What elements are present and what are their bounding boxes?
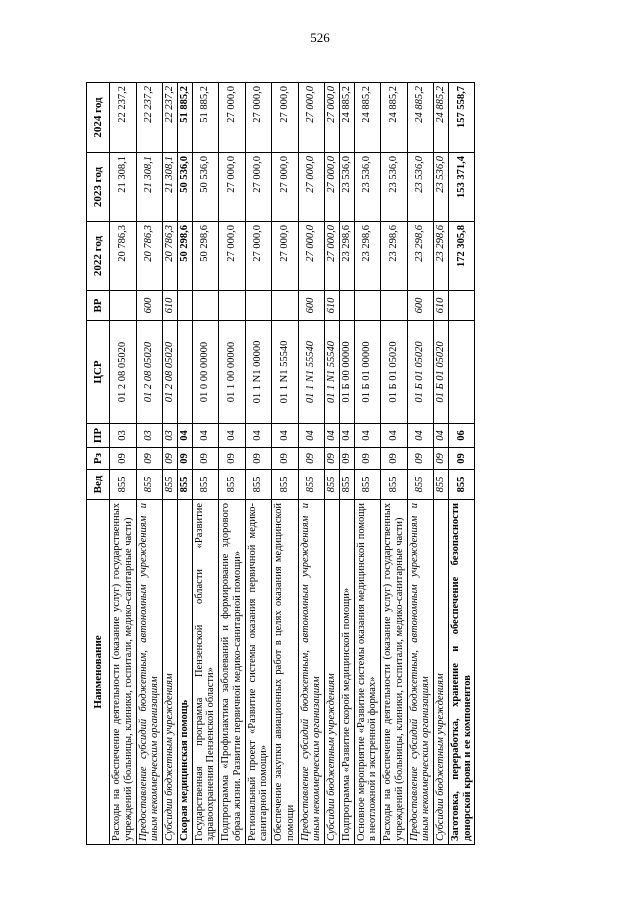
table-row <box>136 83 163 845</box>
cell-pr: 04 <box>381 424 408 448</box>
header-row <box>87 83 110 845</box>
table-row <box>354 83 381 845</box>
cell-2023: 21 308,1 <box>110 153 137 222</box>
cell-2024: 51 885,2 <box>192 83 219 153</box>
table-row <box>298 83 325 845</box>
cell-vr <box>219 291 246 321</box>
cell-vr: 600 <box>298 291 325 321</box>
cell-2023: 27 000,0 <box>272 153 299 222</box>
col-header-2023: 2023 год <box>87 153 110 222</box>
cell-name: Подпрограмма «Профилактика заболеваний и формирование здорового образа жизни. Развитие первичной медико-санитарной помощи» <box>219 500 246 845</box>
cell-pr: 04 <box>245 424 272 448</box>
cell-2022: 23 298,6 <box>407 222 434 291</box>
cell-csr: 01 1 N1 00000 <box>245 321 272 424</box>
cell-vr <box>245 291 272 321</box>
cell-csr: 01 1 00 00000 <box>219 321 246 424</box>
cell-2023: 50 536,0 <box>192 153 219 222</box>
cell-vr <box>272 291 299 321</box>
cell-name: Предоставление субсидий бюджетным, автономным учреждениям и иным некоммерческим организациям <box>136 500 163 845</box>
cell-csr: 01 1 N1 55540 <box>272 321 299 424</box>
cell-pr: 04 <box>219 424 246 448</box>
cell-2022: 23 298,6 <box>339 222 354 291</box>
cell-vr <box>448 291 475 321</box>
cell-2022: 27 000,0 <box>298 222 325 291</box>
page-number: 526 <box>310 30 330 45</box>
cell-2022: 172 305,8 <box>448 222 475 291</box>
cell-rz: 09 <box>192 448 219 470</box>
cell-2022: 50 298,6 <box>177 222 192 291</box>
cell-csr: 01 Б 01 00000 <box>354 321 381 424</box>
cell-pr: 03 <box>163 424 178 448</box>
cell-ved: 855 <box>245 470 272 500</box>
cell-csr: 01 Б 01 05020 <box>381 321 408 424</box>
table-row <box>245 83 272 845</box>
cell-rz: 09 <box>434 448 449 470</box>
cell-rz: 09 <box>245 448 272 470</box>
cell-vr: 600 <box>136 291 163 321</box>
cell-pr: 04 <box>407 424 434 448</box>
table-row <box>381 83 408 845</box>
cell-vr: 610 <box>325 291 340 321</box>
cell-2022: 23 298,6 <box>381 222 408 291</box>
cell-ved: 855 <box>448 470 475 500</box>
cell-csr: 01 2 08 05020 <box>136 321 163 424</box>
cell-ved: 855 <box>339 470 354 500</box>
cell-pr: 03 <box>110 424 137 448</box>
cell-name: Обеспечение закупки авиационных работ в целях оказания медицинской помощи <box>272 500 299 845</box>
cell-vr <box>177 291 192 321</box>
cell-ved: 855 <box>272 470 299 500</box>
cell-rz: 09 <box>381 448 408 470</box>
cell-rz: 09 <box>136 448 163 470</box>
cell-ved: 855 <box>434 470 449 500</box>
cell-name: Расходы на обеспечение деятельности (оказание услуг) государственных учреждений (больницы, клиники, госпитали, медико-санитарные части) <box>381 500 408 845</box>
cell-2022: 20 786,3 <box>136 222 163 291</box>
cell-rz: 09 <box>325 448 340 470</box>
budget-table <box>86 82 475 845</box>
cell-name: Заготовка, переработка, хранение и обеспечение безопасности донорской крови и ее компонентов <box>448 500 475 845</box>
cell-pr: 04 <box>325 424 340 448</box>
cell-name: Субсидии бюджетным учреждениям <box>434 500 449 845</box>
cell-2024: 24 885,2 <box>354 83 381 153</box>
table-row <box>434 83 449 845</box>
cell-name: Подпрограмма «Развитие скорой медицинской помощи» <box>339 500 354 845</box>
col-header-name: Наименование <box>87 500 110 845</box>
cell-vr <box>192 291 219 321</box>
cell-csr: 01 1 N1 55540 <box>298 321 325 424</box>
cell-2023: 23 536,0 <box>407 153 434 222</box>
cell-2024: 27 000,0 <box>272 83 299 153</box>
cell-csr: 01 0 00 00000 <box>192 321 219 424</box>
table-row <box>163 83 178 845</box>
cell-name: Предоставление субсидий бюджетным, автономным учреждениям и иным некоммерческим организациям <box>298 500 325 845</box>
cell-2024: 24 885,2 <box>434 83 449 153</box>
cell-rz: 09 <box>272 448 299 470</box>
cell-vr <box>339 291 354 321</box>
cell-2024: 27 000,0 <box>298 83 325 153</box>
cell-2023: 153 371,4 <box>448 153 475 222</box>
cell-ved: 855 <box>354 470 381 500</box>
cell-2022: 20 786,3 <box>110 222 137 291</box>
cell-2022: 27 000,0 <box>245 222 272 291</box>
cell-2023: 21 308,1 <box>136 153 163 222</box>
cell-2023: 27 000,0 <box>219 153 246 222</box>
cell-2022: 27 000,0 <box>272 222 299 291</box>
cell-2023: 23 536,0 <box>354 153 381 222</box>
table-body <box>110 83 475 845</box>
cell-2022: 23 298,6 <box>354 222 381 291</box>
cell-rz: 09 <box>339 448 354 470</box>
table-row <box>448 83 475 845</box>
cell-2022: 27 000,0 <box>219 222 246 291</box>
col-header-2022: 2022 год <box>87 222 110 291</box>
cell-rz: 09 <box>407 448 434 470</box>
cell-pr: 04 <box>272 424 299 448</box>
cell-2024: 22 237,2 <box>136 83 163 153</box>
cell-csr: 01 Б 01 05020 <box>434 321 449 424</box>
col-header-rz: Рз <box>87 448 110 470</box>
cell-rz: 09 <box>219 448 246 470</box>
cell-2024: 27 000,0 <box>325 83 340 153</box>
cell-vr <box>381 291 408 321</box>
cell-pr: 04 <box>192 424 219 448</box>
table-row <box>192 83 219 845</box>
cell-ved: 855 <box>381 470 408 500</box>
cell-name: Основное мероприятие «Развитие системы оказания медицинской помощи в неотложной и экстренной формах» <box>354 500 381 845</box>
col-header-csr: ЦСР <box>87 321 110 424</box>
table-row <box>407 83 434 845</box>
cell-vr: 600 <box>407 291 434 321</box>
cell-csr: 01 2 08 05020 <box>110 321 137 424</box>
cell-rz: 09 <box>177 448 192 470</box>
cell-2024: 51 885,2 <box>177 83 192 153</box>
table-row <box>325 83 340 845</box>
cell-2022: 50 298,6 <box>192 222 219 291</box>
cell-pr: 04 <box>339 424 354 448</box>
cell-ved: 855 <box>407 470 434 500</box>
cell-name: Субсидии бюджетным учреждениям <box>163 500 178 845</box>
cell-name: Расходы на обеспечение деятельности (оказание услуг) государственных учреждений (больницы, клиники, госпитали, медико-санитарные части) <box>110 500 137 845</box>
cell-csr: 01 Б 00 00000 <box>339 321 354 424</box>
cell-name: Субсидии бюджетным учреждениям <box>325 500 340 845</box>
col-header-2024: 2024 год <box>87 83 110 153</box>
cell-pr: 04 <box>298 424 325 448</box>
cell-csr: 01 1 N1 55540 <box>325 321 340 424</box>
cell-2023: 27 000,0 <box>298 153 325 222</box>
cell-2024: 22 237,2 <box>110 83 137 153</box>
cell-rz: 09 <box>448 448 475 470</box>
cell-pr: 03 <box>136 424 163 448</box>
cell-2024: 24 885,2 <box>407 83 434 153</box>
cell-ved: 855 <box>219 470 246 500</box>
cell-2022: 20 786,3 <box>163 222 178 291</box>
cell-csr <box>177 321 192 424</box>
cell-rz: 09 <box>354 448 381 470</box>
cell-name: Государственная программа Пензенской области «Развитие здравоохранения Пензенской области» <box>192 500 219 845</box>
cell-ved: 855 <box>177 470 192 500</box>
cell-ved: 855 <box>110 470 137 500</box>
cell-ved: 855 <box>192 470 219 500</box>
cell-2023: 23 536,0 <box>434 153 449 222</box>
cell-pr: 04 <box>354 424 381 448</box>
col-header-ved: Вед <box>87 470 110 500</box>
cell-rz: 09 <box>163 448 178 470</box>
col-header-vr: ВР <box>87 291 110 321</box>
cell-2024: 27 000,0 <box>245 83 272 153</box>
table-row <box>339 83 354 845</box>
cell-ved: 855 <box>298 470 325 500</box>
cell-2023: 27 000,0 <box>325 153 340 222</box>
cell-2024: 22 237,2 <box>163 83 178 153</box>
cell-2024: 24 885,2 <box>381 83 408 153</box>
cell-2024: 157 558,7 <box>448 83 475 153</box>
cell-rz: 09 <box>298 448 325 470</box>
cell-2024: 27 000,0 <box>219 83 246 153</box>
cell-csr: 01 2 08 05020 <box>163 321 178 424</box>
cell-ved: 855 <box>163 470 178 500</box>
cell-vr: 610 <box>163 291 178 321</box>
cell-ved: 855 <box>136 470 163 500</box>
budget-table-rotated <box>86 83 592 845</box>
cell-2023: 23 536,0 <box>339 153 354 222</box>
col-header-pr: ПР <box>87 424 110 448</box>
cell-rz: 09 <box>110 448 137 470</box>
cell-pr: 04 <box>434 424 449 448</box>
cell-2023: 21 308,1 <box>163 153 178 222</box>
table-row <box>219 83 246 845</box>
cell-pr: 04 <box>177 424 192 448</box>
cell-ved: 855 <box>325 470 340 500</box>
cell-2022: 23 298,6 <box>434 222 449 291</box>
cell-2023: 50 536,0 <box>177 153 192 222</box>
cell-name: Предоставление субсидий бюджетным, автономным учреждениям и иным некоммерческим организациям <box>407 500 434 845</box>
cell-name: Региональный проект «Развитие системы оказания первичной медико-санитарной помощи» <box>245 500 272 845</box>
table-row <box>177 83 192 845</box>
cell-2023: 23 536,0 <box>381 153 408 222</box>
cell-2023: 27 000,0 <box>245 153 272 222</box>
cell-vr <box>110 291 137 321</box>
table-row <box>272 83 299 845</box>
cell-csr <box>448 321 475 424</box>
table-row <box>110 83 137 845</box>
cell-2024: 24 885,2 <box>339 83 354 153</box>
cell-vr: 610 <box>434 291 449 321</box>
cell-2022: 27 000,0 <box>325 222 340 291</box>
cell-csr: 01 Б 01 05020 <box>407 321 434 424</box>
cell-pr: 06 <box>448 424 475 448</box>
cell-vr <box>354 291 381 321</box>
cell-name: Скорая медицинская помощь <box>177 500 192 845</box>
